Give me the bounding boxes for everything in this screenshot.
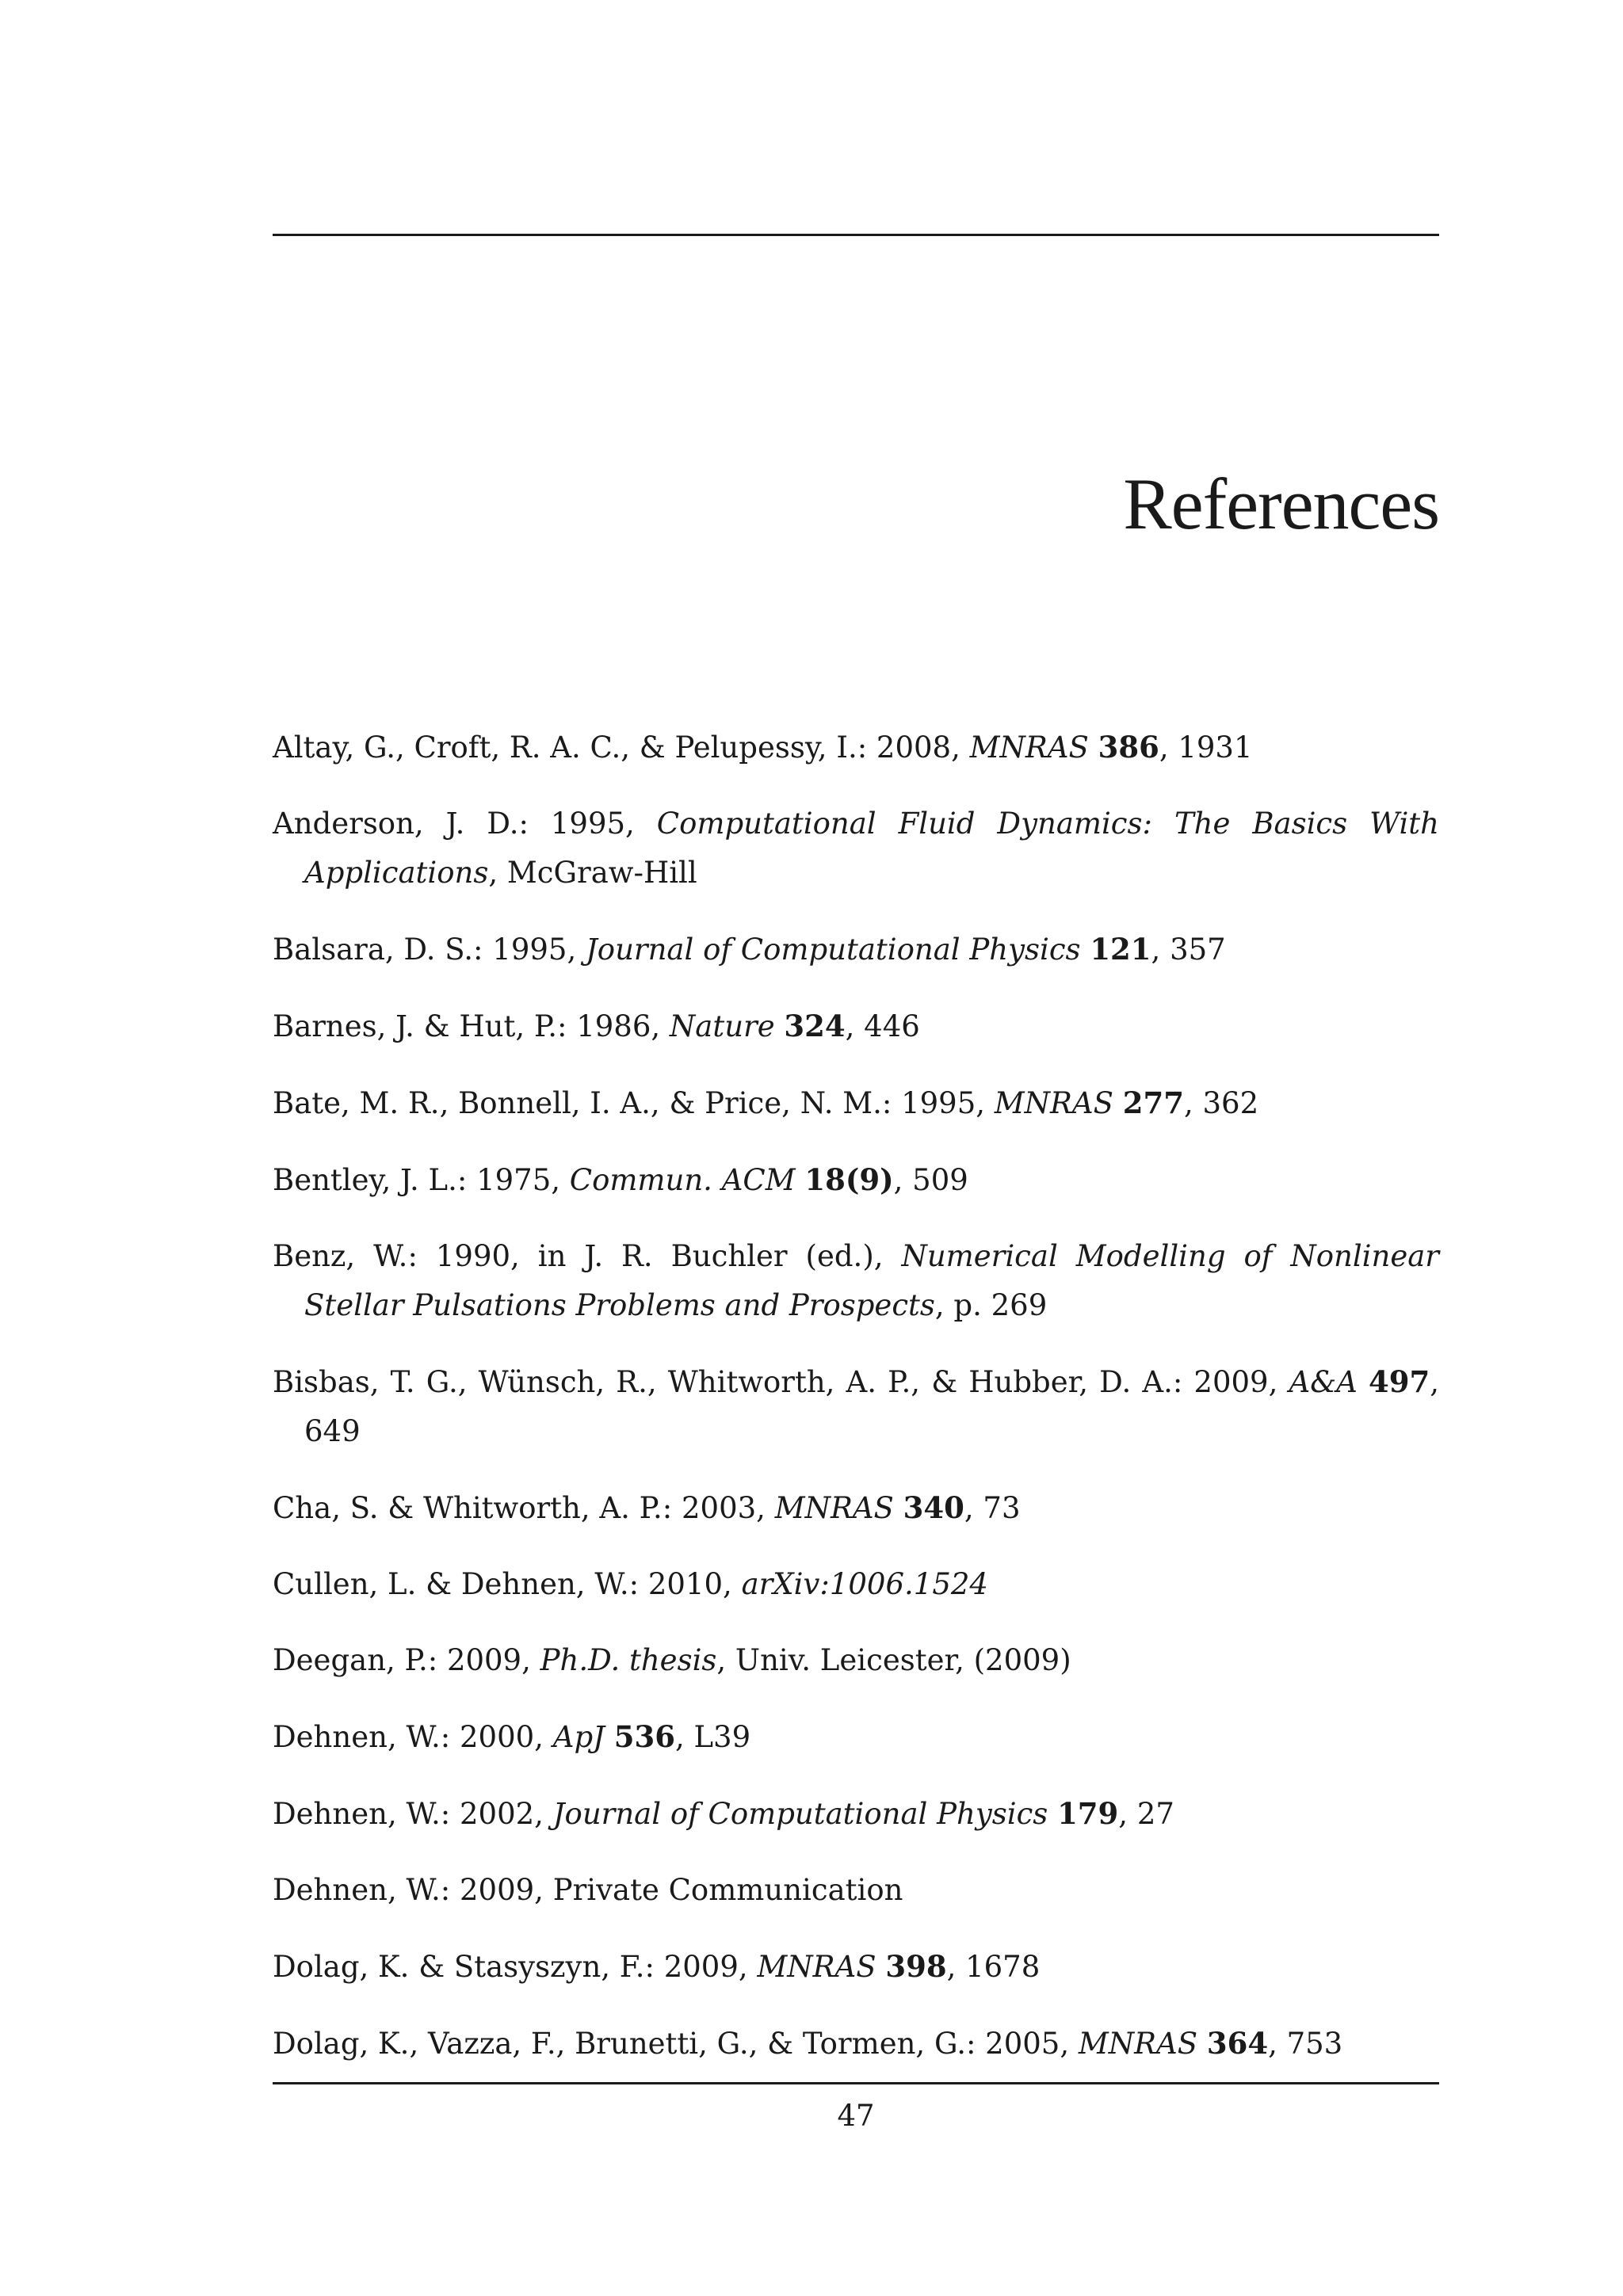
reference-source: Computational Fluid Dynamics: The Basics With Applications — [304, 807, 1439, 890]
reference-volume: 364 — [1206, 2026, 1269, 2061]
reference-pages: , 446 — [845, 1009, 920, 1043]
reference-pages: , 753 — [1268, 2027, 1343, 2061]
reference-text: Deegan, P.: 2009, — [273, 1643, 540, 1677]
reference-entry — [273, 723, 1439, 772]
reference-source: MNRAS — [969, 730, 1089, 765]
reference-pages: , 73 — [964, 1491, 1021, 1525]
reference-entry — [273, 799, 1439, 898]
reference-pages: , McGraw-Hill — [488, 856, 697, 890]
reference-source: Journal of Computational Physics — [552, 1797, 1048, 1831]
reference-source: Commun. ACM — [569, 1163, 796, 1197]
page-title: References — [1123, 463, 1439, 544]
reference-source: Nature — [669, 1009, 775, 1043]
reference-volume: 277 — [1122, 1085, 1184, 1120]
reference-text: Dolag, K., Vazza, F., Brunetti, G., & Tormen, G.: 2005, — [273, 2027, 1079, 2061]
reference-entry — [273, 1789, 1439, 1839]
reference-source: Ph.D. thesis — [540, 1643, 717, 1677]
reference-entry — [273, 925, 1439, 974]
reference-pages: , Univ. Leicester, (2009) — [716, 1643, 1071, 1677]
reference-volume: 340 — [903, 1490, 964, 1525]
reference-pages: , 649 — [304, 1365, 1440, 1448]
reference-text: Benz, W.: 1990, in J. R. Buchler (ed.), — [273, 1239, 902, 1273]
footer-rule — [273, 2082, 1439, 2084]
reference-source: Journal of Computational Physics — [585, 933, 1081, 967]
reference-entry — [273, 1078, 1439, 1128]
reference-text: Anderson, J. D.: 1995, — [273, 807, 657, 841]
reference-pages: , 1931 — [1159, 730, 1253, 765]
reference-volume: 121 — [1090, 932, 1151, 967]
header-rule — [273, 234, 1439, 236]
reference-source: A&A — [1289, 1365, 1358, 1399]
reference-text: Cullen, L. & Dehnen, W.: 2010, — [273, 1567, 742, 1601]
reference-volume: 536 — [613, 1719, 675, 1754]
reference-text: Bentley, J. L.: 1975, — [273, 1163, 570, 1197]
reference-entry — [273, 2019, 1439, 2069]
reference-volume: 386 — [1098, 730, 1159, 765]
reference-source: arXiv:1006.1524 — [741, 1567, 988, 1601]
reference-entry — [273, 1232, 1439, 1330]
reference-entry — [273, 1357, 1439, 1456]
reference-entry — [273, 1636, 1439, 1685]
reference-entry — [273, 1712, 1439, 1762]
reference-source: MNRAS — [994, 1086, 1113, 1120]
reference-volume: 497 — [1369, 1364, 1430, 1399]
reference-pages: , 357 — [1151, 933, 1226, 967]
reference-pages: , 1678 — [946, 1950, 1041, 1984]
reference-entry — [273, 1483, 1439, 1533]
reference-text: Dehnen, W.: 2002, — [273, 1797, 553, 1831]
reference-pages: , 509 — [893, 1163, 968, 1197]
reference-pages: , 27 — [1118, 1797, 1174, 1831]
reference-source: ApJ — [552, 1720, 605, 1754]
reference-text: Dehnen, W.: 2000, — [273, 1720, 553, 1754]
reference-text: Dehnen, W.: 2009, Private Communication — [273, 1873, 903, 1907]
reference-source: MNRAS — [1078, 2027, 1198, 2061]
reference-volume: 18(9) — [804, 1162, 894, 1197]
reference-entry — [273, 1155, 1439, 1205]
reference-entry — [273, 1001, 1439, 1051]
reference-list — [273, 723, 1439, 2096]
reference-source: Numerical Modelling of Nonlinear Stellar Pulsations Problems and Prospects — [304, 1239, 1439, 1322]
reference-text: Altay, G., Croft, R. A. C., & Pelupessy, I.: 2008, — [273, 730, 970, 765]
reference-entry — [273, 1560, 1439, 1609]
page-number: 47 — [837, 2099, 875, 2133]
reference-volume: 398 — [885, 1949, 947, 1984]
reference-volume: 324 — [784, 1009, 846, 1043]
reference-text: Bate, M. R., Bonnell, I. A., & Price, N. M.: 1995, — [273, 1086, 995, 1120]
reference-pages: , L39 — [674, 1720, 751, 1754]
reference-entry — [273, 1942, 1439, 1992]
reference-text: Cha, S. & Whitworth, A. P.: 2003, — [273, 1491, 775, 1525]
reference-volume: 179 — [1057, 1796, 1119, 1831]
reference-source: MNRAS — [757, 1950, 876, 1984]
reference-entry — [273, 1866, 1439, 1915]
reference-pages: , 362 — [1183, 1086, 1259, 1120]
reference-text: Bisbas, T. G., Wünsch, R., Whitworth, A. P., & Hubber, D. A.: 2009, — [273, 1365, 1289, 1399]
reference-pages: , p. 269 — [934, 1288, 1048, 1322]
reference-text: Barnes, J. & Hut, P.: 1986, — [273, 1009, 670, 1043]
reference-source: MNRAS — [774, 1491, 894, 1525]
reference-text: Dolag, K. & Stasyszyn, F.: 2009, — [273, 1950, 758, 1984]
reference-text: Balsara, D. S.: 1995, — [273, 933, 586, 967]
